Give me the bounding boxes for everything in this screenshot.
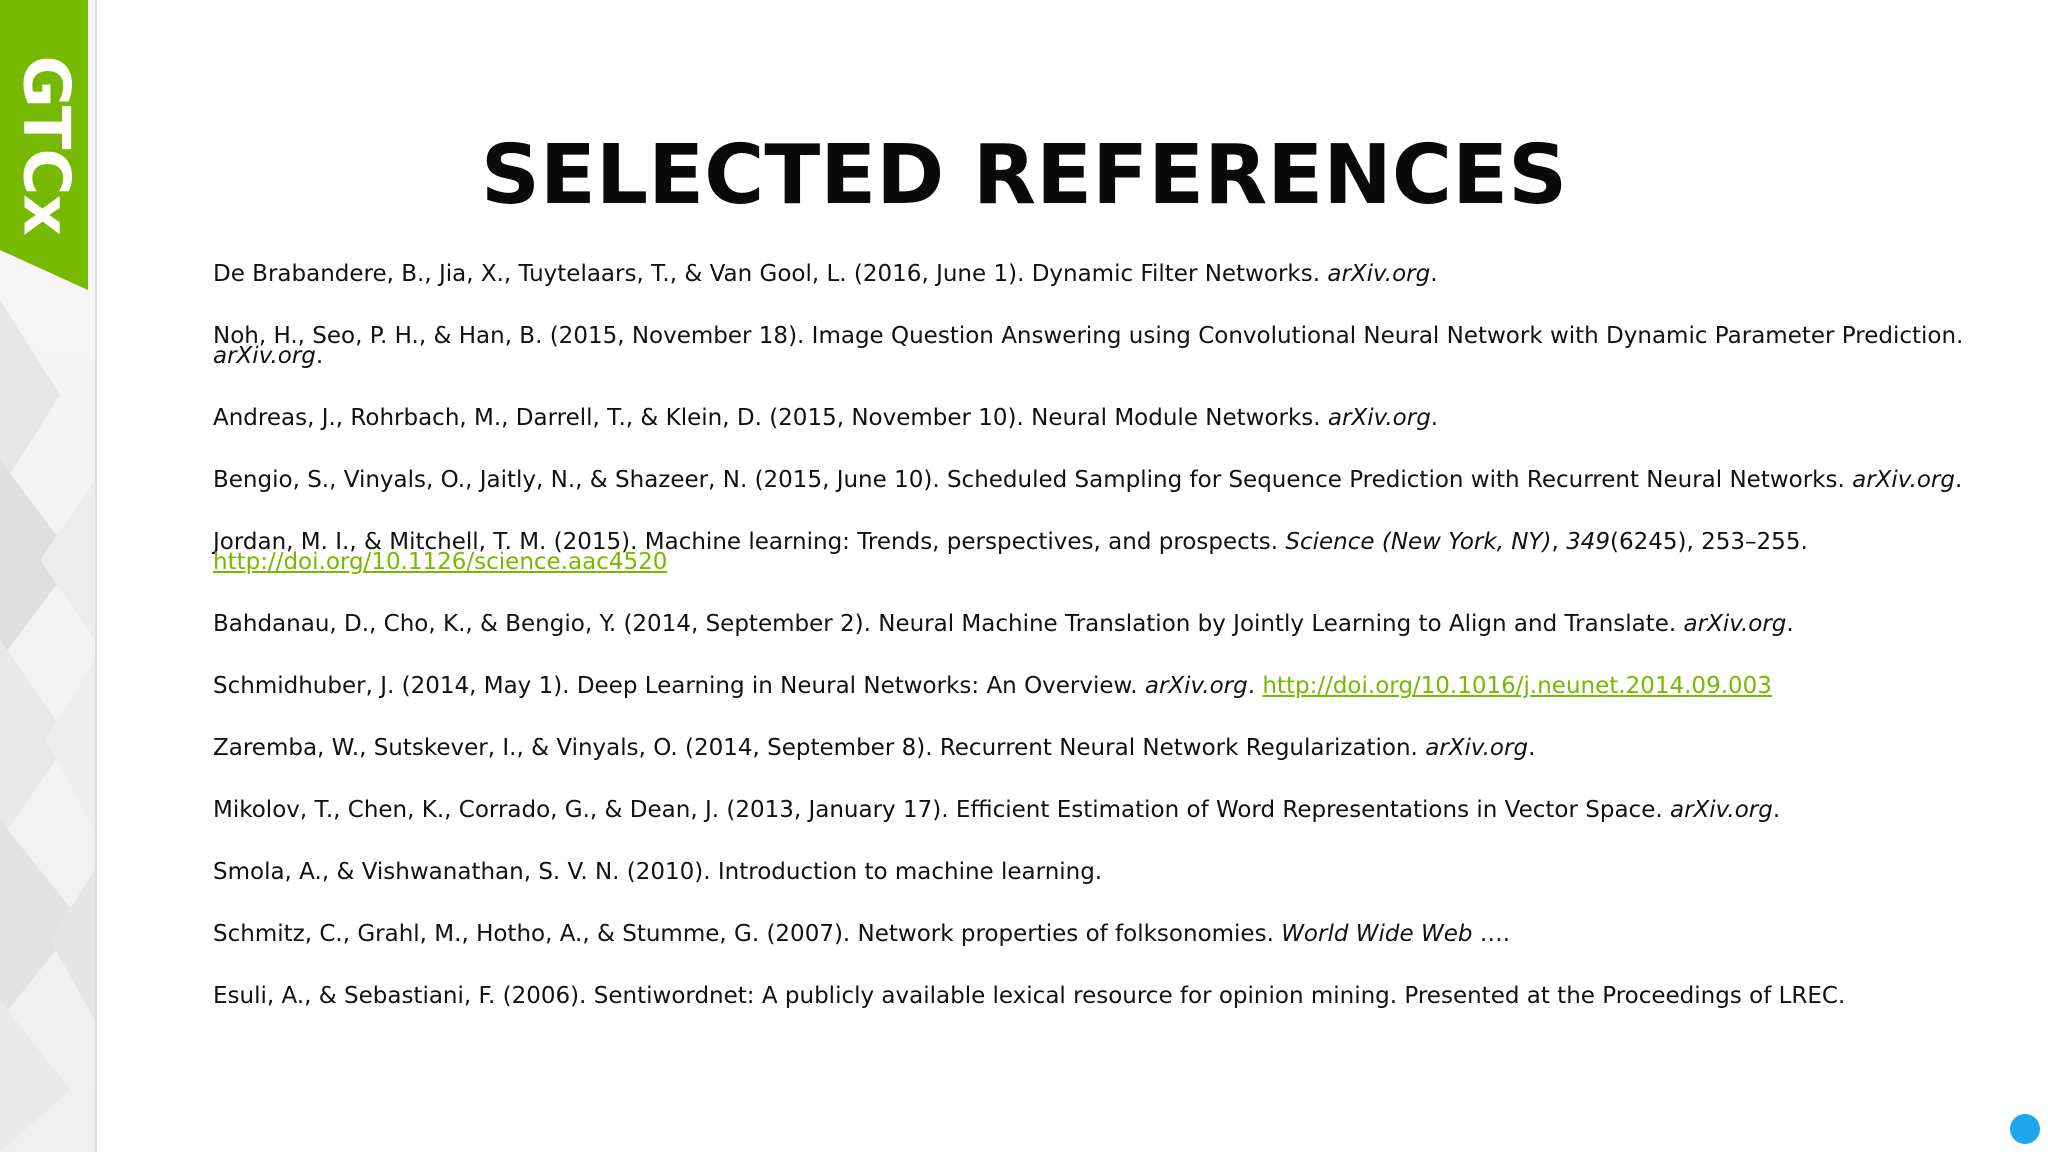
reference-suffix: . [1772, 797, 1781, 823]
reference-item [213, 405, 1913, 470]
reference-suffix: …. [1472, 921, 1511, 947]
reference-text: Jordan, M. I., & Mitchell, T. M. (2015). Machine learning: Trends, perspectives, and prospects. [213, 529, 1286, 555]
reference-text: Smola, A., & Vishwanathan, S. V. N. (2010). Introduction to machine learning. [213, 859, 1103, 885]
reference-item [213, 735, 1913, 800]
reference-item [213, 611, 1913, 676]
reference-item [213, 983, 1913, 1048]
reference-journal: arXiv.org [213, 343, 316, 369]
reference-suffix: . [1247, 673, 1263, 699]
reference-text: Zaremba, W., Sutskever, I., & Vinyals, O. (2014, September 8). Recurrent Neural Network Regularization. [213, 735, 1426, 761]
reference-journal: arXiv.org [1327, 261, 1431, 287]
reference-text: Schmidhuber, J. (2014, May 1). Deep Learning in Neural Networks: An Overview. [213, 673, 1145, 699]
reference-text: Schmitz, C., Grahl, M., Hotho, A., & Stumme, G. (2007). Network properties of folksonomies. [213, 921, 1282, 947]
reference-suffix: . [1430, 405, 1439, 431]
reference-text: Bahdanau, D., Cho, K., & Bengio, Y. (2014, September 2). Neural Machine Translation by Jointly Learning to Align and Translate. [213, 611, 1684, 637]
doi-link[interactable]: http://doi.org/10.1016/j.neunet.2014.09.003 [1262, 673, 1772, 699]
reference-volume: 349 [1566, 529, 1611, 555]
reference-text: De Brabandere, B., Jia, X., Tuytelaars, T., & Van Gool, L. (2016, June 1). Dynamic Filter Networks. [213, 261, 1328, 287]
reference-text: Bengio, S., Vinyals, O., Jaitly, N., & Shazeer, N. (2015, June 10). Scheduled Sampling for Sequence Prediction with Recurrent Neural Networks. [213, 467, 1853, 493]
reference-text: Mikolov, T., Chen, K., Corrado, G., & Dean, J. (2013, January 17). Efficient Estimation of Word Representations in Vector Space. [213, 797, 1670, 823]
reference-item [213, 323, 1964, 408]
reference-item [213, 859, 1913, 924]
reference-suffix: . [315, 343, 324, 369]
reference-item [213, 261, 1913, 326]
reference-suffix: . [1786, 611, 1794, 637]
reference-text: Noh, H., Seo, P. H., & Han, B. (2015, November 18). Image Question Answering using Convolutional Neural Network with Dynamic Parameter Prediction. [213, 323, 1964, 349]
reference-item [213, 673, 1913, 738]
reference-text: Andreas, J., Rohrbach, M., Darrell, T., & Klein, D. (2015, November 10). Neural Module Networks. [213, 405, 1328, 431]
reference-journal: arXiv.org [1144, 673, 1248, 699]
slide-title: SELECTED REFERENCES [480, 128, 1568, 223]
reference-journal: arXiv.org [1852, 467, 1955, 493]
reference-item [213, 797, 1913, 862]
reference-suffix: (6245), 253–255. [1610, 529, 1808, 555]
reference-journal: arXiv.org [1327, 405, 1431, 431]
logo-text: GTCx [9, 55, 83, 235]
reference-suffix: . [1954, 467, 1963, 493]
reference-journal: arXiv.org [1425, 735, 1529, 761]
reference-separator: , [1551, 529, 1567, 555]
reference-item [213, 529, 1913, 614]
doi-link[interactable]: http://doi.org/10.1126/science.aac4520 [213, 549, 668, 575]
reference-item [213, 921, 1913, 986]
reference-suffix: . [1528, 735, 1536, 761]
reference-list [213, 261, 1964, 1048]
slide-navigation-dot[interactable] [2010, 1114, 2040, 1144]
reference-item [213, 467, 1963, 532]
reference-journal: Science (New York, NY) [1285, 529, 1552, 555]
reference-journal: World Wide Web [1281, 921, 1473, 947]
reference-journal: arXiv.org [1669, 797, 1773, 823]
reference-text: Esuli, A., & Sebastiani, F. (2006). Sentiwordnet: A publicly available lexical resource for opinion mining. Presented at the Proceedings of LREC. [213, 983, 1846, 1009]
reference-journal: arXiv.org [1683, 611, 1787, 637]
reference-suffix: . [1430, 261, 1438, 287]
